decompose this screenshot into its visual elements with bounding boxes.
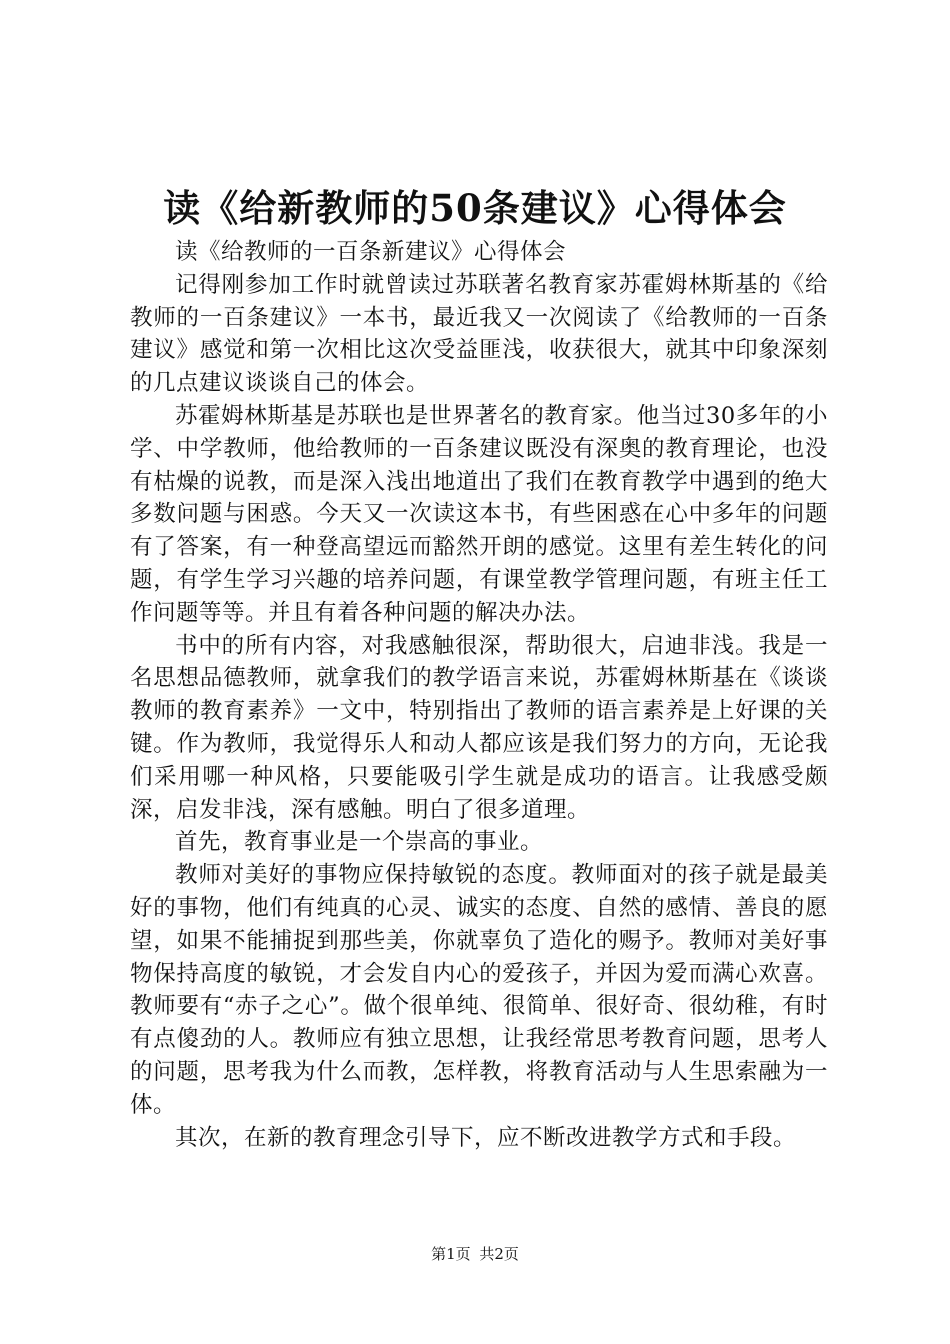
subtitle-paragraph: 读《给教师的一百条新建议》心得体会 (175, 239, 567, 265)
document-body (130, 236, 828, 1154)
body-paragraph: 苏霍姆林斯基是苏联也是世界著名的教育家。他当过30多年的小学、中学教师，他给教师的一百条建议既没有深奥的教育理论，也没有枯燥的说教，而是深入浅出地道出了我们在教育教学中遇到的绝大多数问题与困惑。今天又一次读这本书，有些困惑在心中多年的问题有了答案，有一种登高望远而豁然开朗的感觉。这里有差生转化的问题，有学生学习兴趣的培养问题，有课堂教学管理问题，有班主任工作问题等等。并且有着各种问题的解决办法。 (130, 402, 828, 626)
page-total: 共2页 (479, 1245, 519, 1263)
body-paragraph: 书中的所有内容，对我感触很深，帮助很大，启迪非浅。我是一名思想品德教师，就拿我们的教学语言来说，苏霍姆林斯基在《谈谈教师的教育素养》一文中，特别指出了教师的语言素养是上好课的关键。作为教师，我觉得乐人和动人都应该是我们努力的方向，无论我们采用哪一种风格，只要能吸引学生就是成功的语言。让我感受颇深，启发非浅，深有感触。明白了很多道理。 (130, 632, 828, 823)
body-paragraph: 记得刚参加工作时就曾读过苏联著名教育家苏霍姆林斯基的《给教师的一百条建议》一本书，最近我又一次阅读了《给教师的一百条建议》感觉和第一次相比这次受益匪浅，收获很大，就其中印象深刻的几点建议谈谈自己的体会。 (130, 271, 828, 397)
body-paragraph: 首先，教育事业是一个崇高的事业。 (175, 829, 544, 856)
page-number: 第1页 (431, 1245, 471, 1263)
page-footer (0, 1244, 950, 1264)
body-paragraph: 教师对美好的事物应保持敏锐的态度。教师面对的孩子就是最美好的事物，他们有纯真的心灵、诚实的态度、自然的感情、善良的愿望，如果不能捕捉到那些美，你就辜负了造化的赐予。教师对美好事物保持高度的敏锐，才会发自内心的爱孩子，并因为爱而满心欢喜。教师要有“赤子之心”。做个很单纯、很简单、很好奇、很幼稚，有时有点傻劲的人。教师应有独立思想，让我经常思考教育问题，思考人的问题，思考我为什么而教，怎样教，将教育活动与人生思索融为一体。 (130, 862, 828, 1118)
document-title: 读《给新教师的50条建议》心得体会 (163, 186, 787, 230)
body-paragraph: 其次，在新的教育理念引导下，应不断改进教学方式和手段。 (175, 1124, 797, 1151)
